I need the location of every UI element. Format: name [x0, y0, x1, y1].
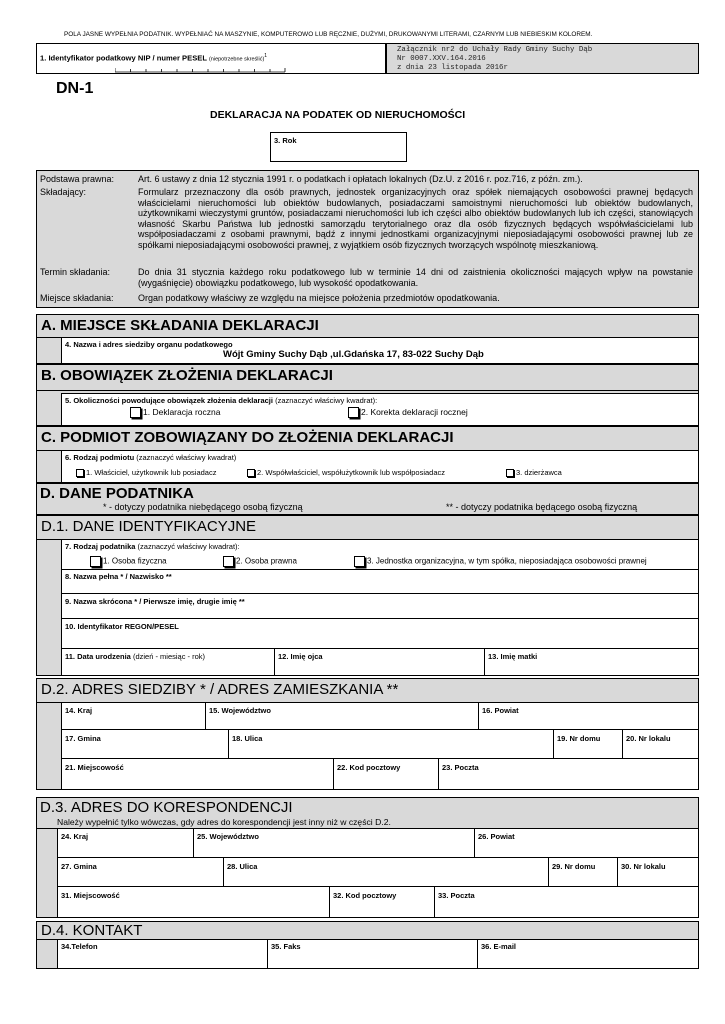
- section-d3-title: D.3. ADRES DO KORESPONDENCJI: [40, 799, 293, 816]
- corr-post-office[interactable]: [434, 886, 699, 918]
- corr-province[interactable]: [193, 828, 475, 858]
- field-province[interactable]: [205, 702, 479, 730]
- nip-digit-boxes: [115, 67, 287, 73]
- field-father-name[interactable]: [274, 648, 485, 676]
- filer-text: Formularz przeznaczony dla osób prawnych, jednostek organizacyjnych oraz spółek niemających osobowości prawnej będących właścicielami nieruchomości lub obiektów budowlanych, posiadaczami samoistnymi nieruchomości lub obiektów budowlanych, użytkownikami wieczystymi gruntów, posiadaczami nieruchomości lub ich części albo obiektów budowlanych lub ich części, stanowiących własność Skarbu Państwa lub jednostki samorządu terytorialnego oraz dla osób fizycznych będących współwłaścicielami lub współposiadaczami z osobami prawnymi, bądź z innymi jednostkami organizacyjnymi nieposiadającymi osobowości prawnej lub ze spółkami nieposiadającymi osobowości prawnej, z wyjątkiem osób fizycznych tworzących wspólnotę mieszkaniową.: [138, 187, 693, 250]
- checkbox-icon: [348, 407, 359, 418]
- field-nip-label: 1. Identyfikator podatkowy NIP / numer PESEL: [40, 53, 207, 63]
- field-post-office-label: 23. Poczta: [442, 763, 479, 772]
- section-c-title: C. PODMIOT ZOBOWIĄZANY DO ZŁOŻENIA DEKLARACJI: [36, 426, 699, 451]
- field-mother-name[interactable]: [484, 648, 699, 676]
- corr-house-no[interactable]: [548, 857, 618, 887]
- attachment-line2: Nr 0007.XXV.164.2016: [397, 55, 486, 63]
- attachment-line3: z dnia 23 listopada 2016r: [397, 64, 508, 72]
- corr-county[interactable]: [474, 828, 699, 858]
- field-year[interactable]: [270, 132, 407, 162]
- section-d2-title: D.2. ADRES SIEDZIBY * / ADRES ZAMIESZKANIA **: [36, 678, 699, 703]
- field-house-no[interactable]: [553, 729, 623, 759]
- section-d-note1: * - dotyczy podatnika niebędącego osobą fizyczną: [103, 502, 303, 512]
- checkbox-icon: [223, 556, 234, 567]
- field-county-label: 16. Powiat: [482, 706, 519, 715]
- corr-country[interactable]: [57, 828, 194, 858]
- form-code: DN-1: [56, 80, 94, 97]
- corr-province-label: 25. Województwo: [197, 832, 259, 841]
- section-a-title: A. MIEJSCE SKŁADANIA DEKLARACJI: [36, 314, 699, 338]
- field-nip-sup: 1: [264, 53, 268, 59]
- field-locality[interactable]: [61, 758, 334, 790]
- field-entity-type-label: 6. Rodzaj podmiotu (zaznaczyć właściwy kwadrat): [65, 453, 237, 462]
- field-full-name-label: 8. Nazwa pełna * / Nazwisko **: [65, 572, 172, 581]
- corr-flat-no[interactable]: [617, 857, 699, 887]
- field-short-name[interactable]: [61, 593, 699, 619]
- top-instruction: POLA JASNE WYPEŁNIA PODATNIK. WYPEŁNIAĆ NA MASZYNIE, KOMPUTEROWO LUB RĘCZNIE, DUŻYMI, DRUKOWANYMI LITERAMI, CZARNYM LUB NIEBIESKIM KOLOREM.: [64, 31, 593, 38]
- section-d1-title: D.1. DANE IDENTYFIKACYJNE: [36, 515, 699, 540]
- field-taxpayer-type-label: 7. Rodzaj podatnika (zaznaczyć właściwy kwadrat):: [65, 542, 240, 551]
- corr-house-no-label: 29. Nr domu: [552, 862, 596, 871]
- field-circumstances-label: 5. Okoliczności powodujące obowiązek złożenia deklaracji (zaznaczyć właściwy kwadrat):: [65, 396, 378, 405]
- corr-locality-label: 31. Miejscowość: [61, 891, 120, 900]
- field-municipality-label: 17. Gmina: [65, 734, 101, 743]
- field-circumstances: [61, 393, 699, 426]
- corr-locality[interactable]: [57, 886, 330, 918]
- option-lessee[interactable]: 3. dzierżawca: [506, 468, 562, 477]
- section-d3-note: Należy wypełnić tylko wówczas, gdy adres do korespondencji jest inny niż w części D.2.: [57, 817, 391, 827]
- page-title: DEKLARACJA NA PODATEK OD NIERUCHOMOŚCI: [210, 109, 466, 121]
- field-flat-no[interactable]: [622, 729, 699, 759]
- field-country-label: 14. Kraj: [65, 706, 93, 715]
- field-postal-code-label: 22. Kod pocztowy: [337, 763, 401, 772]
- corr-flat-no-label: 30. Nr lokalu: [621, 862, 666, 871]
- field-post-office[interactable]: [438, 758, 699, 790]
- field-province-label: 15. Województwo: [209, 706, 271, 715]
- filer-label: Składający:: [40, 187, 87, 197]
- field-locality-label: 21. Miejscowość: [65, 763, 124, 772]
- checkbox-icon: [354, 556, 365, 567]
- section-b-title: B. OBOWIĄZEK ZŁOŻENIA DEKLARACJI: [36, 364, 699, 391]
- field-email-label: 36. E-mail: [481, 942, 517, 951]
- field-nip-pesel[interactable]: [36, 43, 386, 74]
- corr-country-label: 24. Kraj: [61, 832, 89, 841]
- option-org-unit[interactable]: 3. Jednostka organizacyjna, w tym spółka, nieposiadająca osobowości prawnej: [354, 556, 647, 567]
- field-tax-office[interactable]: [61, 337, 699, 364]
- checkbox-icon: [90, 556, 101, 567]
- field-regon-pesel[interactable]: [61, 618, 699, 649]
- attachment-box: [386, 43, 699, 74]
- attachment-line1: Załącznik nr2 do Uchały Rady Gminy Suchy Dąb: [397, 46, 593, 54]
- checkbox-icon: [76, 469, 84, 477]
- corr-street-label: 28. Ulica: [227, 862, 258, 871]
- field-flat-no-label: 20. Nr lokalu: [626, 734, 671, 743]
- option-co-owner[interactable]: 2. Współwłaściciel, współużytkownik lub współposiadacz: [247, 468, 445, 477]
- field-taxpayer-type: [61, 539, 699, 570]
- corr-municipality-label: 27. Gmina: [61, 862, 97, 871]
- field-mother-name-label: 13. Imię matki: [488, 652, 538, 661]
- checkbox-icon: [130, 407, 141, 418]
- field-country[interactable]: [61, 702, 206, 730]
- option-natural-person[interactable]: 1. Osoba fizyczna: [90, 556, 167, 567]
- option-owner[interactable]: 1. Właściciel, użytkownik lub posiadacz: [76, 468, 216, 477]
- legal-basis-label: Podstawa prawna:: [40, 174, 115, 184]
- field-county[interactable]: [478, 702, 699, 730]
- place-label: Miejsce składania:: [40, 293, 114, 303]
- field-birth-date-label: 11. Data urodzenia (dzień - miesiąc - rok): [65, 652, 206, 661]
- field-fax[interactable]: [267, 939, 478, 969]
- corr-postal-code-label: 32. Kod pocztowy: [333, 891, 397, 900]
- section-d-note2: ** - dotyczy podatnika będącego osobą fizyczną: [446, 502, 638, 512]
- field-house-no-label: 19. Nr domu: [557, 734, 601, 743]
- field-postal-code[interactable]: [333, 758, 439, 790]
- field-phone-label: 34.Telefon: [61, 942, 98, 951]
- option-annual[interactable]: 1. Deklaracja roczna: [130, 407, 220, 418]
- section-d-title: D. DANE PODATNIKA: [40, 485, 194, 502]
- field-nip-note: (niepotrzebne skreślić): [208, 56, 265, 63]
- corr-post-office-label: 33. Poczta: [438, 891, 475, 900]
- field-full-name[interactable]: [61, 569, 699, 594]
- deadline-label: Termin składania:: [40, 267, 111, 277]
- option-correction[interactable]: 2. Korekta deklaracji rocznej: [348, 407, 468, 418]
- deadline-text: Do dnia 31 stycznia każdego roku podatkowego lub w terminie 14 dni od zaistnienia okoliczności mających wpływ na powstanie (wygaśnięcie) obowiązku podatkowego, lub wysokość opodatkowania.: [138, 267, 693, 288]
- field-municipality[interactable]: [61, 729, 229, 759]
- field-tax-office-label: 4. Nazwa i adres siedziby organu podatkowego: [65, 340, 233, 349]
- field-short-name-label: 9. Nazwa skrócona * / Pierwsze imię, drugie imię **: [65, 597, 245, 606]
- option-legal-person[interactable]: 2. Osoba prawna: [223, 556, 297, 567]
- field-regon-label: 10. Identyfikator REGON/PESEL: [65, 622, 179, 631]
- field-tax-office-value: Wójt Gminy Suchy Dąb ,ul.Gdańska 17, 83-022 Suchy Dąb: [223, 349, 484, 360]
- field-street-label: 18. Ulica: [232, 734, 263, 743]
- checkbox-icon: [506, 469, 514, 477]
- corr-street[interactable]: [223, 857, 549, 887]
- corr-postal-code[interactable]: [329, 886, 435, 918]
- field-father-name-label: 12. Imię ojca: [278, 652, 323, 661]
- field-street[interactable]: [228, 729, 554, 759]
- info-block: [36, 170, 699, 308]
- section-d4-title: D.4. KONTAKT: [36, 921, 699, 940]
- corr-county-label: 26. Powiat: [478, 832, 515, 841]
- field-year-label: 3. Rok: [274, 136, 297, 145]
- field-phone[interactable]: [57, 939, 268, 969]
- field-birth-date[interactable]: [61, 648, 275, 676]
- field-entity-type: [61, 450, 699, 483]
- checkbox-icon: [247, 469, 255, 477]
- place-text: Organ podatkowy właściwy ze względu na miejsce położenia przedmiotów opodatkowania.: [138, 293, 500, 303]
- field-fax-label: 35. Faks: [271, 942, 301, 951]
- corr-municipality[interactable]: [57, 857, 224, 887]
- field-email[interactable]: [477, 939, 699, 969]
- legal-basis-text: Art. 6 ustawy z dnia 12 stycznia 1991 r. o podatkach i opłatach lokalnych (Dz.U. z 2016 r. poz.716, z późn. zm.).: [138, 174, 583, 184]
